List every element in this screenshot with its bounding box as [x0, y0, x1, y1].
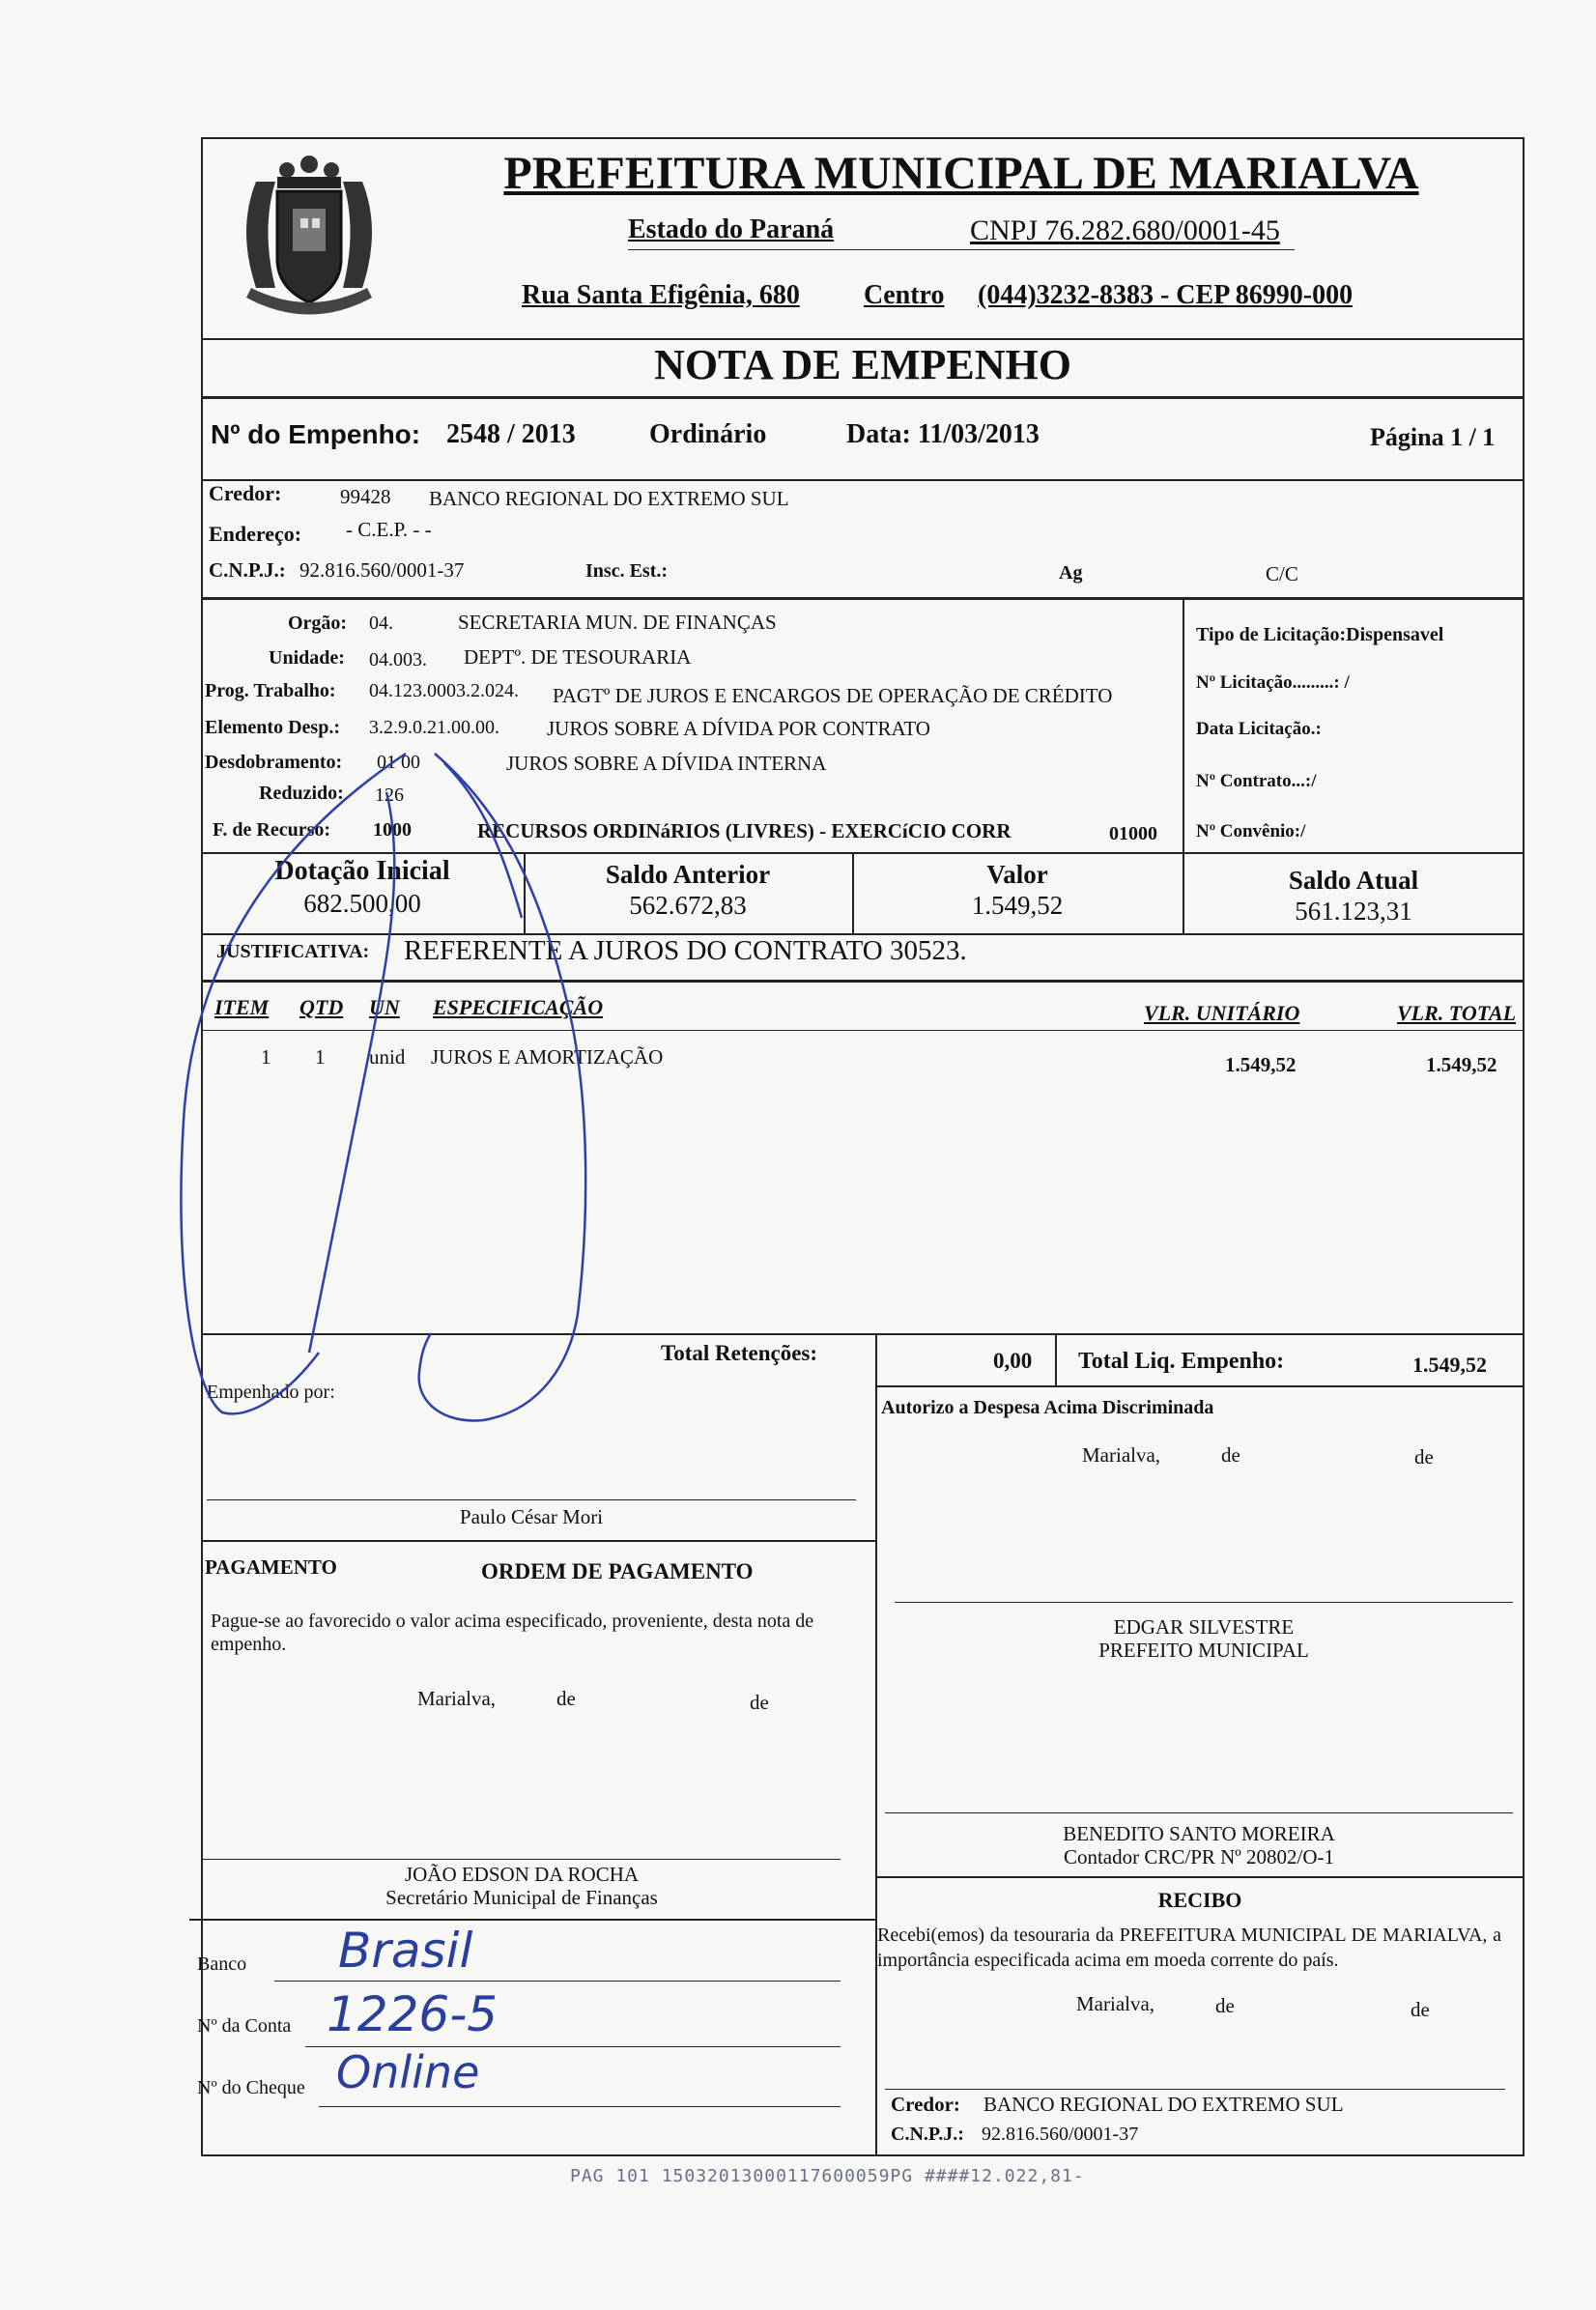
desdob-label: Desdobramento:	[205, 752, 343, 773]
recibo-de-1: de	[1215, 1994, 1235, 2017]
divider	[201, 479, 1525, 481]
recibo-cnpj: 92.816.560/0001-37	[982, 2124, 1139, 2145]
credor-code: 99428	[340, 485, 391, 508]
recibo-cnpj-label: C.N.P.J.:	[891, 2124, 964, 2145]
desdob-code: 01 00	[377, 752, 420, 773]
address-field-label: Endereço:	[209, 522, 302, 546]
reduzido-label: Reduzido:	[259, 783, 344, 804]
retencoes-value: 0,00	[993, 1349, 1033, 1373]
saldo-anterior-label: Saldo Anterior	[605, 860, 771, 889]
unidade-label: Unidade:	[269, 647, 345, 669]
cheque-label: Nº do Cheque	[197, 2077, 305, 2098]
contador-signature-line	[885, 1812, 1513, 1813]
divider	[201, 396, 1525, 399]
unidade-name: DEPTº. DE TESOURARIA	[464, 645, 692, 669]
row-item: 1	[261, 1045, 271, 1069]
totals-divider	[875, 1333, 877, 1385]
address-label: Rua Santa Efigênia, 680	[522, 280, 800, 310]
banco-handwritten: Brasil	[338, 1923, 473, 1979]
insc-label: Insc. Est.:	[585, 560, 669, 582]
liq-label: Total Liq. Empenho:	[1078, 1349, 1285, 1374]
prog-label: Prog. Trabalho:	[205, 680, 336, 701]
licitacao-contrato: Nº Contrato...:/	[1196, 771, 1317, 791]
middle-divider	[875, 1385, 877, 2156]
secretario-title: Secretário Municipal de Finanças	[385, 1886, 658, 1909]
orgao-name: SECRETARIA MUN. DE FINANÇAS	[458, 611, 777, 634]
autoriza-label: Autorizo a Despesa Acima Discriminada	[881, 1397, 1214, 1418]
valor-value: 1.549,52	[971, 891, 1064, 920]
coat-of-arms-icon	[217, 143, 401, 327]
licitacao-convenio: Nº Convênio:/	[1196, 821, 1306, 841]
empenho-number-label: Nº do Empenho:	[211, 419, 421, 449]
dotacao-inicial-value: 682.500,00	[303, 889, 421, 918]
col-total: VLR. TOTAL	[1397, 1001, 1517, 1025]
licitacao-numero: Nº Licitação.........: /	[1196, 672, 1350, 693]
licitacao-tipo: Tipo de Licitação:Dispensavel	[1196, 624, 1444, 645]
pagamento-de-1: de	[556, 1687, 576, 1710]
conta-handwritten: 1226-5	[327, 1986, 499, 2042]
elemento-label: Elemento Desp.:	[205, 717, 340, 738]
valor-label: Valor	[986, 860, 1048, 889]
recurso-code: 1000	[373, 819, 412, 841]
header-line-1	[628, 249, 1295, 250]
row-total: 1.549,52	[1426, 1053, 1497, 1076]
divider	[201, 597, 1525, 600]
divider	[201, 852, 1525, 854]
elemento-name: JUROS SOBRE A DÍVIDA POR CONTRATO	[547, 717, 930, 740]
prog-code: 04.123.0003.2.024.	[369, 680, 519, 701]
conta-label: Nº da Conta	[197, 2015, 292, 2037]
cheque-handwritten: Online	[336, 2046, 480, 2098]
contador-title: Contador CRC/PR Nº 20802/O-1	[1063, 1845, 1335, 1868]
recurso-label: F. de Recurso:	[213, 819, 331, 841]
prog-name: PAGTº DE JUROS E ENCARGOS DE OPERAÇÃO DE CRÉDITO	[553, 684, 1113, 707]
credor-label: Credor:	[209, 481, 282, 505]
recibo-credor-name: BANCO REGIONAL DO EXTREMO SUL	[983, 2093, 1344, 2116]
divider	[201, 1540, 875, 1542]
divider	[201, 1333, 1525, 1335]
recurso-number: 01000	[1109, 823, 1157, 844]
secretario-name: JOÃO EDSON DA ROCHA	[404, 1863, 640, 1886]
divider	[875, 1385, 1525, 1387]
unidade-code: 04.003.	[369, 649, 427, 670]
justificativa-label: JUSTIFICATIVA:	[216, 941, 370, 962]
totals-divider	[1055, 1333, 1057, 1385]
empenhado-signature-line	[207, 1499, 856, 1500]
prefeito-name: EDGAR SILVESTRE	[1113, 1615, 1295, 1639]
credor-name: BANCO REGIONAL DO EXTREMO SUL	[429, 487, 789, 510]
pagamento-marialva: Marialva,	[417, 1687, 497, 1710]
divider	[189, 1919, 875, 1921]
recibo-de-2: de	[1411, 1998, 1430, 2021]
page-title: PREFEITURA MUNICIPAL DE MARIALVA	[503, 148, 1419, 199]
cheque-line	[319, 2106, 841, 2107]
orgao-label: Orgão:	[288, 613, 348, 634]
row-espec: JUROS E AMORTIZAÇÃO	[431, 1045, 664, 1069]
col-unit: VLR. UNITÁRIO	[1144, 1001, 1300, 1025]
empenhado-name: Paulo César Mori	[459, 1505, 604, 1528]
dotacao-divider	[1183, 597, 1184, 854]
autoriza-de-1: de	[1221, 1443, 1240, 1467]
orgao-code: 04.	[369, 613, 393, 634]
doc-title: NOTA DE EMPENHO	[654, 341, 1071, 388]
address-value: - C.E.P. - -	[346, 518, 432, 541]
col-un: UN	[369, 995, 400, 1019]
row-qtd: 1	[315, 1045, 326, 1069]
banco-line	[274, 1981, 841, 1982]
credor-cnpj: 92.816.560/0001-37	[299, 558, 465, 582]
licitacao-data: Data Licitação.:	[1196, 719, 1322, 739]
secretario-signature-line	[203, 1859, 841, 1860]
pagamento-text: Pague-se ao favorecido o valor acima especificado, proveniente, desta nota de empenho.	[211, 1611, 814, 1655]
ag-label: Ag	[1059, 562, 1083, 584]
prefeito-title: PREFEITO MUNICIPAL	[1098, 1639, 1309, 1662]
empenhado-label: Empenhado por:	[207, 1382, 335, 1403]
row-un: unid	[369, 1045, 406, 1069]
col-item: ITEM	[214, 995, 270, 1019]
row-unit: 1.549,52	[1225, 1053, 1297, 1076]
empenho-date: Data: 11/03/2013	[846, 419, 1040, 449]
dotacao-inicial-label: Dotação Inicial	[274, 856, 450, 886]
recibo-marialva: Marialva,	[1076, 1992, 1155, 2015]
table-header-line	[201, 1030, 1525, 1031]
elemento-code: 3.2.9.0.21.00.00.	[369, 717, 499, 738]
justificativa-text: REFERENTE A JUROS DO CONTRATO 30523.	[404, 935, 967, 966]
banco-label: Banco	[197, 1954, 247, 1975]
empenho-type: Ordinário	[649, 419, 767, 449]
cnpj-label: CNPJ 76.282.680/0001-45	[970, 214, 1280, 246]
divider	[875, 1876, 1525, 1878]
divider	[201, 980, 1525, 983]
saldo-anterior-value: 562.672,83	[629, 891, 747, 920]
recurso-name: RECURSOS ORDINáRIOS (LIVRES) - EXERCíCIO CORR	[477, 819, 1012, 842]
prefeito-signature-line	[895, 1602, 1513, 1603]
empenho-number: 2548 / 2013	[446, 419, 576, 449]
bank-stamp: PAG 101 15032013000117600059PG ####12.022,81-	[570, 2166, 1085, 2186]
page-number: Página 1 / 1	[1370, 423, 1496, 451]
phone-cep-label: (044)3232-8383 - CEP 86990-000	[978, 280, 1354, 310]
recibo-credor-label: Credor:	[891, 2093, 960, 2116]
col-espec: ESPECIFICAÇÃO	[433, 995, 604, 1019]
saldo-atual-label: Saldo Atual	[1288, 866, 1419, 895]
pagamento-de-2: de	[750, 1691, 769, 1714]
pagamento-label: PAGAMENTO	[205, 1555, 337, 1579]
cc-label: C/C	[1266, 562, 1298, 585]
district-label: Centro	[864, 280, 945, 310]
retencoes-label: Total Retenções:	[661, 1341, 818, 1365]
saldo-atual-value: 561.123,31	[1295, 897, 1412, 926]
contador-name: BENEDITO SANTO MOREIRA	[1063, 1822, 1335, 1845]
recibo-text: Recebi(emos) da tesouraria da PREFEITURA MUNICIPAL DE MARIALVA, a importância especificada acima em moeda corrente do país.	[877, 1925, 1501, 1971]
reduzido-code: 126	[375, 784, 404, 806]
ordem-label: ORDEM DE PAGAMENTO	[481, 1559, 754, 1583]
autoriza-de-2: de	[1414, 1445, 1434, 1469]
recibo-signature-line	[885, 2089, 1505, 2090]
cnpj-field-label: C.N.P.J.:	[209, 558, 286, 582]
liq-value: 1.549,52	[1412, 1353, 1487, 1377]
col-qtd: QTD	[299, 995, 344, 1019]
state-label: Estado do Paraná	[628, 214, 835, 244]
desdob-name: JUROS SOBRE A DÍVIDA INTERNA	[506, 752, 827, 775]
autoriza-marialva: Marialva,	[1082, 1443, 1161, 1467]
recibo-label: RECIBO	[1157, 1888, 1242, 1912]
